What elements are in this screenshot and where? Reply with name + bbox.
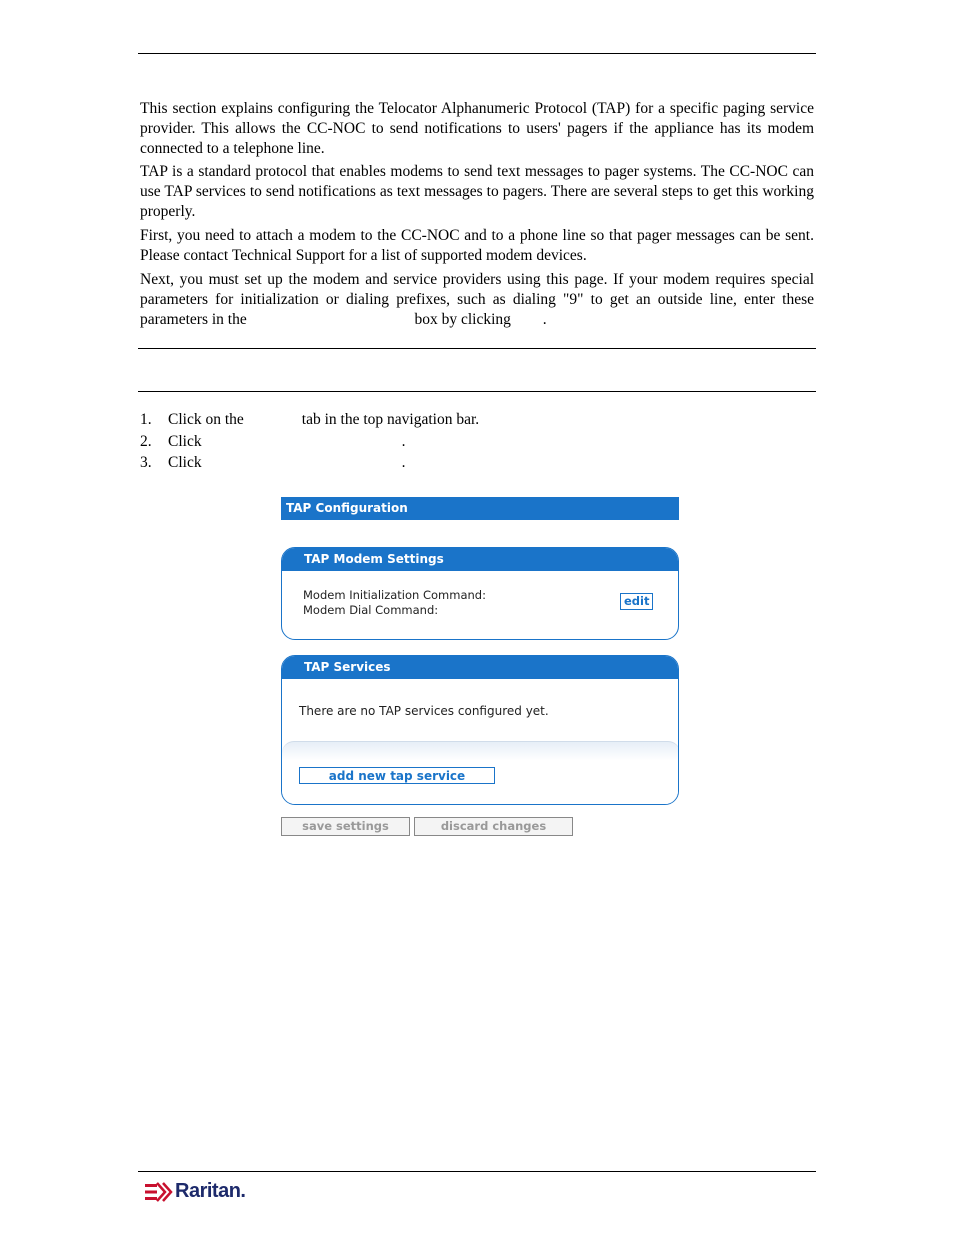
tap-services-panel — [281, 655, 679, 805]
modem-dial-label: Modem Dial Command: — [303, 603, 439, 617]
add-service-bar — [282, 741, 679, 804]
step-text: tab in the top navigation bar. — [301, 411, 480, 428]
modem-init-label: Modem Initialization Command: — [303, 588, 486, 602]
step-text: . — [401, 433, 406, 450]
step-1 — [140, 410, 479, 430]
step-text: Click — [168, 454, 202, 471]
step-number: 2. — [140, 433, 152, 450]
paragraph-4-text-a: Next, you must set up the modem and service providers using this page. If your modem requires special parameters for initialization or dialing prefixes, such as dialing "9" to get an outside line, enter these parameters in the — [140, 271, 814, 328]
step-text: . — [401, 454, 406, 471]
paragraph-1: This section explains configuring the Telocator Alphanumeric Protocol (TAP) for a specific paging service provider. This allows the CC-NOC to send notifications to users' pagers if the appliance has its modem connected to a telephone line. — [140, 100, 814, 157]
step-number: 3. — [140, 454, 152, 471]
tap-modem-settings-panel — [281, 547, 679, 640]
panel-header: TAP Modem Settings — [282, 548, 678, 571]
add-new-tap-service-button[interactable]: add new tap service — [299, 767, 495, 784]
page-title: TAP Configuration — [281, 497, 679, 520]
discard-changes-button[interactable]: discard changes — [414, 817, 573, 836]
empty-services-message: There are no TAP services configured yet. — [299, 704, 549, 718]
step-3 — [140, 453, 405, 473]
paragraph-3: First, you need to attach a modem to the CC-NOC and to a phone line so that pager messages can be sent. Please contact Technical Support for a list of supported modem devices. — [140, 227, 814, 264]
paragraph-4-text-c: . — [542, 311, 547, 328]
step-text: Click — [168, 433, 202, 450]
raritan-logo-icon — [145, 1181, 175, 1203]
tap-configuration-screenshot — [281, 497, 679, 842]
paragraph-2: TAP is a standard protocol that enables modems to send text messages to pager systems. The CC-NOC can use TAP services to send notifications as text messages to pagers. There are several steps to get this working properly. — [140, 163, 814, 220]
header-rule — [138, 53, 816, 54]
paragraph-4-text-b: box by clicking — [414, 311, 511, 328]
section-rule-2 — [138, 391, 816, 392]
section-rule-1 — [138, 348, 816, 349]
step-text: Click on the — [168, 411, 244, 428]
raritan-logo — [145, 1180, 245, 1203]
paragraph-4 — [140, 270, 814, 330]
edit-button[interactable]: edit — [620, 593, 653, 610]
panel-header: TAP Services — [282, 656, 678, 679]
step-2 — [140, 432, 405, 452]
footer-rule — [138, 1171, 816, 1172]
logo-wordmark: Raritan. — [175, 1180, 246, 1202]
save-settings-button[interactable]: save settings — [281, 817, 410, 836]
step-number: 1. — [140, 411, 152, 428]
